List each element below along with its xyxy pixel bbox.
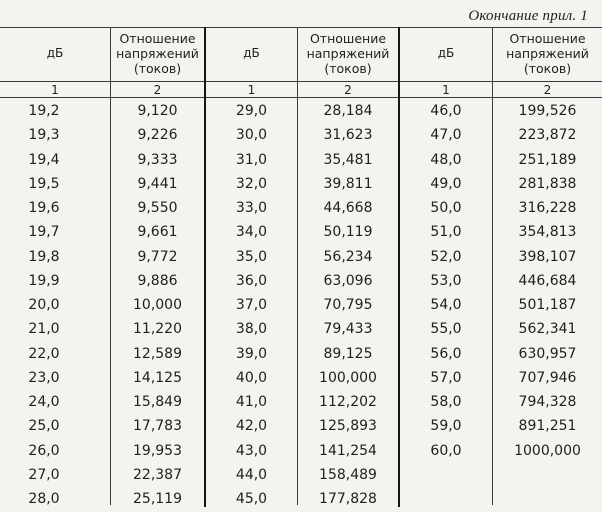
db-value-cell: 46,0: [430, 103, 462, 119]
header-ratio: [493, 31, 602, 76]
ratio-value-cell: 44,668: [323, 200, 373, 216]
ratio-value-cell: 11,220: [133, 321, 182, 338]
db-value-cell: 47,0: [430, 127, 462, 144]
db-value-cell: 19,5: [28, 175, 60, 192]
db-value-cell: 29,0: [235, 103, 268, 119]
db-value-cell: 55,0: [430, 321, 462, 338]
db-value-cell: 45,0: [235, 491, 268, 507]
db-value-cell: 20,0: [28, 297, 60, 313]
ratio-value-cell: 12,589: [133, 345, 182, 362]
db-value-cell: 19,2: [28, 103, 60, 119]
ratio-value-cell: 707,946: [518, 369, 577, 386]
ratio-value-cell: 9,772: [137, 248, 178, 265]
ratio-value-cell: 89,125: [323, 345, 373, 362]
db-value-cell: 58,0: [430, 394, 462, 410]
db-value-cell: 25,0: [28, 418, 60, 435]
ratio-value-cell: 9,441: [137, 175, 178, 192]
ratio-value-cell: 25,119: [133, 491, 182, 507]
header-ratio-line: Отношение: [309, 31, 387, 46]
ratio-value-cell: 9,333: [137, 151, 178, 168]
db-value-cell: 34,0: [235, 224, 268, 241]
db-value-cell: 35,0: [235, 248, 268, 265]
db-value-cell: 44,0: [235, 466, 268, 483]
ratio-value-cell: 79,433: [323, 321, 373, 338]
db-value-cell: 32,0: [235, 175, 268, 192]
ratio-value-cell: 50,119: [323, 224, 373, 241]
column-number: 2: [543, 83, 552, 97]
ratio-value-cell: 63,096: [323, 272, 373, 289]
db-value-cell: 53,0: [430, 272, 462, 289]
db-value-cell: 48,0: [430, 151, 462, 168]
header-ratio-line: напряжений: [306, 46, 390, 61]
db-value-cell: 43,0: [235, 442, 268, 459]
db-value-cell: 31,0: [235, 151, 268, 168]
column-number: 1: [442, 83, 450, 97]
ratio-value-cell: 19,953: [133, 442, 182, 459]
db-value-cell: 19,8: [28, 248, 60, 265]
header-ratio-line: напряжений: [116, 46, 199, 61]
db-value-cell: 22,0: [28, 345, 60, 362]
db-value-cell: 57,0: [430, 369, 462, 386]
header-ratio-line: (токов): [324, 61, 372, 76]
ratio-value-cell: 446,684: [518, 272, 577, 289]
db-value-cell: 41,0: [235, 394, 268, 410]
header-db: дБ: [437, 46, 455, 60]
db-value-cell: 52,0: [430, 248, 462, 265]
column-number: 2: [153, 83, 162, 97]
db-value-cell: 36,0: [235, 272, 268, 289]
ratio-value-cell: 17,783: [133, 418, 182, 435]
column-number: 1: [247, 83, 256, 97]
db-value-cell: 50,0: [430, 200, 462, 216]
column-number: 1: [51, 83, 59, 97]
db-value-cell: 30,0: [235, 127, 268, 144]
db-voltage-ratio-table: [0, 27, 602, 507]
header-ratio-line: (токов): [133, 61, 182, 76]
db-value-cell: 38,0: [235, 321, 268, 338]
ratio-value-cell: 199,526: [518, 103, 577, 119]
db-value-cell: 24,0: [28, 394, 60, 410]
ratio-value-cell: 794,328: [518, 394, 577, 410]
db-value-cell: 37,0: [235, 297, 268, 313]
ratio-value-cell: 9,120: [137, 103, 178, 119]
ratio-value-cell: 398,107: [518, 248, 577, 265]
ratio-value-cell: 891,251: [518, 418, 577, 435]
db-value-cell: 56,0: [430, 345, 462, 362]
ratio-value-cell: 28,184: [323, 103, 373, 119]
ratio-value-cell: 562,341: [518, 321, 577, 338]
db-value-cell: 19,7: [28, 224, 60, 241]
ratio-value-cell: 56,234: [323, 248, 373, 265]
header-ratio-line: (токов): [523, 61, 572, 76]
ratio-value-cell: 9,226: [137, 127, 178, 144]
ratio-value-cell: 158,489: [319, 466, 377, 483]
ratio-value-cell: 177,828: [319, 491, 377, 507]
header-ratio-line: Отношение: [119, 31, 196, 46]
ratio-value-cell: 316,228: [518, 200, 577, 216]
db-value-cell: 42,0: [235, 418, 268, 435]
db-value-cell: 26,0: [28, 442, 60, 459]
db-value-cell: 59,0: [430, 418, 462, 435]
header-ratio: [298, 31, 398, 76]
ratio-value-cell: 35,481: [323, 151, 373, 168]
ratio-value-cell: 22,387: [133, 466, 182, 483]
db-value-cell: 40,0: [235, 369, 268, 386]
ratio-value-cell: 501,187: [518, 297, 577, 313]
ratio-value-cell: 1000,000: [514, 442, 581, 459]
db-value-cell: 19,9: [28, 272, 60, 289]
db-value-cell: 19,3: [28, 127, 60, 144]
ratio-value-cell: 141,254: [319, 442, 377, 459]
ratio-value-cell: 9,886: [137, 272, 178, 289]
ratio-value-cell: 9,550: [137, 200, 178, 216]
ratio-value-cell: 14,125: [133, 369, 182, 386]
db-value-cell: 19,4: [28, 151, 60, 168]
header-db: дБ: [46, 46, 64, 60]
ratio-value-cell: 630,957: [518, 345, 577, 362]
db-value-cell: 27,0: [28, 466, 60, 483]
number-row-rule: [0, 97, 602, 98]
table-top-rule: [0, 27, 602, 28]
header-ratio-line: Отношение: [509, 31, 586, 46]
db-value-cell: 39,0: [235, 345, 268, 362]
ratio-value-cell: 354,813: [518, 224, 577, 241]
header-ratio-line: напряжений: [506, 46, 589, 61]
db-value-cell: 23,0: [28, 369, 60, 386]
db-value-cell: 54,0: [430, 297, 462, 313]
ratio-value-cell: 15,849: [133, 394, 182, 410]
column-number: 2: [344, 83, 352, 97]
ratio-value-cell: 100,000: [319, 369, 377, 386]
ratio-value-cell: 9,661: [137, 224, 178, 241]
ratio-value-cell: 10,000: [133, 297, 182, 313]
ratio-value-cell: 281,838: [518, 175, 577, 192]
db-value-cell: 49,0: [430, 175, 462, 192]
ratio-value-cell: 70,795: [323, 297, 373, 313]
table-caption: Окончание прил. 1: [468, 8, 588, 24]
db-value-cell: 21,0: [28, 321, 60, 338]
ratio-value-cell: 31,623: [323, 127, 373, 144]
ratio-value-cell: 39,811: [323, 175, 373, 192]
ratio-value-cell: 223,872: [518, 127, 577, 144]
db-value-cell: 19,6: [28, 200, 60, 216]
ratio-value-cell: 112,202: [319, 394, 377, 410]
header-ratio: [111, 31, 204, 76]
db-value-cell: 51,0: [430, 224, 462, 241]
db-value-cell: 60,0: [430, 442, 462, 459]
db-value-cell: 28,0: [28, 491, 60, 507]
header-rule: [0, 81, 602, 82]
ratio-value-cell: 125,893: [319, 418, 377, 435]
ratio-value-cell: 251,189: [518, 151, 577, 168]
db-value-cell: 33,0: [235, 200, 268, 216]
header-db: дБ: [243, 46, 260, 60]
